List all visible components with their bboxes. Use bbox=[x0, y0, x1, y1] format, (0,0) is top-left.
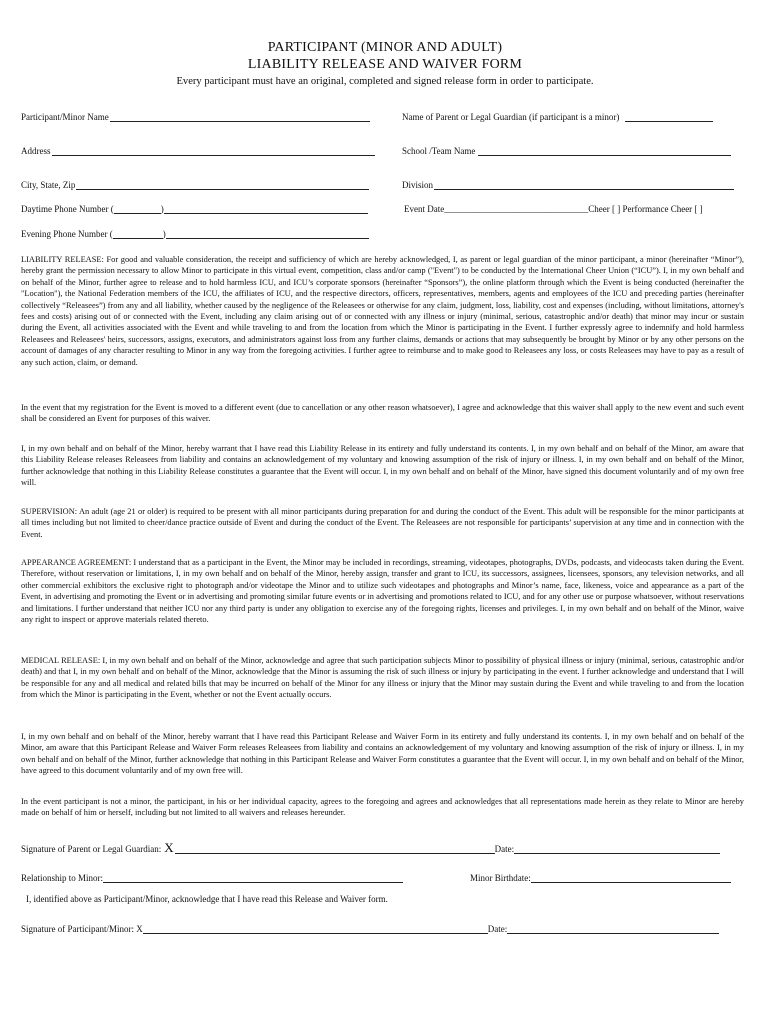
daytime-phone-line[interactable] bbox=[164, 204, 368, 214]
liability-release-paragraph: LIABILITY RELEASE: For good and valuable consideration, the receipt and sufficiency of which are hereby acknowledged, I, as parent or legal guardian of the minor participant, a minor (hereinafter “Minor”), hereby grant the permission necessary to allow Minor to participate in this virtual event, competition, class and/or camp ("Event") to be conducted by the International Cheer Union (“ICU”). I, in my own behalf and on behalf of the Minor, further agree to release and to hold harmless ICU, and ICU’s corporate sponsors (hereinafter “Sponsors”), the online platform through which the Event is being conducted (hereinafter the "Location"), the National Federation members of the ICU, the affiliates of ICU, and the respective directors, officers, representatives, members, agents and employees of the ICU and preceding parties (hereinafter collectively “Releasees”) from any and all liability, whether caused by the negligence of the Releasees or otherwise for any claim, judgment, loss, liability, cost and expenses (including, without limitations, attorney's fees and costs) arising out of or connected with the Event, including any claim arising out of or connected with any illness or injury (minimal, serious, catastrophic and/or death) that minor may incur or sustain during the Event, all activities associated with the Event and while traveling to and from the location from which the Minor is participating in the Event. I further expressly agree to indemnify and hold harmless Releasees and Releasees' heirs, successors, assigns, executors, and administrators against loss from any further claims, demands or actions that may subsequently be brought by Minor or by any other persons on the account of damages of any character resulting to Minor in any way from the foregoing activities. I further agree to reimburse and to make good to Releasees any loss, or costs Releasees may have to pay as a result of any such action, claim, or demand. bbox=[21, 255, 744, 367]
evening-phone-label: Evening Phone Number ( bbox=[21, 229, 113, 239]
school-team-field[interactable] bbox=[402, 144, 731, 156]
division-line[interactable] bbox=[434, 180, 734, 190]
city-state-zip-label: City, State, Zip bbox=[21, 180, 76, 190]
relationship-line[interactable] bbox=[103, 872, 403, 883]
event-moved-paragraph: In the event that my registration for the Event is moved to a different event (due to cancellation or any other reason whatsoever), I agree and acknowledge that this waiver shall apply to the new event and such event shall be considered an Event for purposes of this waiver. bbox=[21, 403, 744, 424]
signature-x-mark: X bbox=[164, 840, 174, 855]
parent-signature-field[interactable] bbox=[21, 840, 720, 854]
division-field[interactable] bbox=[402, 178, 734, 190]
minor-birthdate-line[interactable] bbox=[531, 872, 731, 883]
minor-birthdate-field[interactable] bbox=[470, 869, 731, 883]
minor-birthdate-label: Minor Birthdate: bbox=[470, 873, 531, 883]
appearance-agreement-paragraph: APPEARANCE AGREEMENT: I understand that as a participant in the Event, the Minor may be included in recordings, streaming, videotapes, photographs, DVDs, podcasts, and videocasts taken during the Event. Therefore, without reservation or limitations, I, in my own behalf and on behalf of the Minor, hereby assign, transfer and grant to ICU, its successors, assignees, licensees, sponsors, any television networks, and all other commercial exhibitors the exclusive right to photograph and/or videotape the Minor and to utilize such videotapes and photographs and Minor’s name, face, likeness, voice and appearance as a part of the Event, in advertising and promoting the Event or in advertising and promoting similar future events or in advertising and promotions related to ICU, and for any other use or purpose whatsoever, without reservations and limitations. I further understand that neither ICU nor any third party is under any obligation to exercise any of the foregoing rights, licenses and privileges. I, in my own behalf and on behalf of the Minor, waive any right to inspect or approve materials related thereto. bbox=[21, 558, 744, 625]
address-field[interactable] bbox=[21, 144, 375, 156]
date-2-label: Date: bbox=[487, 924, 508, 934]
date-2-line[interactable] bbox=[507, 923, 719, 934]
evening-phone-close: ) bbox=[162, 229, 166, 239]
daytime-phone-field[interactable] bbox=[21, 202, 368, 214]
school-team-label: School /Team Name bbox=[402, 146, 476, 156]
warranty-paragraph: I, in my own behalf and on behalf of the Minor, hereby warrant that I have read this Liability Release in its entirety and fully understand its contents. I, in my own behalf and on behalf of the Minor, am aware that this Liability Release releases Releasees from liability and contains an acknowledgement of my voluntary and knowing assumption of the risk of injury or illness. I, in my own behalf and on behalf of the Minor, further acknowledge that nothing in this Liability Release constitutes a guarantee that the Event will occur. I, in my own behalf and on behalf of the Minor, have signed this document voluntarily and of my own free will. bbox=[21, 444, 744, 488]
address-line[interactable] bbox=[52, 146, 375, 156]
relationship-field[interactable] bbox=[21, 869, 403, 883]
parent-signature-label: Signature of Parent or Legal Guardian: bbox=[21, 844, 162, 854]
city-state-zip-line[interactable] bbox=[76, 180, 369, 190]
parent-signature-line[interactable] bbox=[175, 843, 495, 854]
event-date-label: Event Date________________________________Cheer [ ] Performance Cheer [ ] bbox=[404, 204, 703, 214]
participant-signature-line[interactable] bbox=[143, 923, 488, 934]
form-subtitle: Every participant must have an original, completed and signed release form in order to participate. bbox=[176, 76, 594, 87]
form-title-line2: LIABILITY RELEASE AND WAIVER FORM bbox=[247, 57, 523, 72]
evening-phone-line[interactable] bbox=[166, 229, 369, 239]
participant-signature-label: Signature of Participant/Minor: X bbox=[21, 924, 143, 934]
daytime-phone-close: ) bbox=[160, 204, 164, 214]
date-line[interactable] bbox=[514, 843, 720, 854]
participant-name-field[interactable] bbox=[21, 110, 370, 122]
parent-name-label: Name of Parent or Legal Guardian (if participant is a minor) bbox=[402, 112, 620, 122]
supervision-paragraph: SUPERVISION: An adult (age 21 or older) is required to be present with all minor participants during preparation for and during the conduct of the Event. This adult will be responsible for the minor participants at all times including but not limited to cheer/dance practice outside of Event and during the conduct of the Event. The Releasees are not responsible for participants’ supervision at any time and in connection with the Event. bbox=[21, 507, 744, 539]
medical-release-paragraph: MEDICAL RELEASE: I, in my own behalf and on behalf of the Minor, acknowledge and agree that such participation subjects Minor to possibility of physical illness or injury (minimal, serious, catastrophic and/or death) and that I, in my own behalf and on behalf of the Minor, acknowledge that the Minor is assuming the risk of such illness or injury by participating in the event. I further acknowledge and understand that I will be responsible for any and all medical and related bills that may be incurred on behalf of the Minor for any illness or injury that the Minor may sustain during the Event and while traveling to and from the location from which the Minor is participating in the Event, whether or not the Event actually occurs. bbox=[21, 656, 744, 700]
participant-name-line[interactable] bbox=[110, 112, 370, 122]
address-label: Address bbox=[21, 146, 51, 156]
school-team-line[interactable] bbox=[478, 146, 731, 156]
daytime-phone-label: Daytime Phone Number ( bbox=[21, 204, 114, 214]
event-date-field[interactable] bbox=[404, 202, 703, 214]
participant-signature-field[interactable] bbox=[21, 920, 719, 934]
city-state-zip-field[interactable] bbox=[21, 178, 369, 190]
participant-name-label: Participant/Minor Name bbox=[21, 112, 109, 122]
relationship-label: Relationship to Minor: bbox=[21, 873, 103, 883]
daytime-phone-area-line[interactable] bbox=[114, 204, 161, 214]
date-label: Date: bbox=[494, 844, 515, 854]
warranty-2-paragraph: I, in my own behalf and on behalf of the Minor, hereby warrant that I have read this Participant Release and Waiver Form in its entirety and fully understand its contents. I, in my own behalf and on behalf of the Minor, am aware that this Participant Release and Waiver Form releases Releasees from liability and contains an acknowledgement of my voluntary and knowing assumption of the risk of injury or illness. I, in my own behalf and on behalf of the Minor, further acknowledge that nothing in this Participant Release and Waiver Form constitutes a guarantee that the Event will occur. I, in my own behalf and on behalf of the Minor, have agreed to this document voluntarily and of my own free will. bbox=[21, 732, 744, 776]
division-label: Division bbox=[402, 180, 434, 190]
parent-name-field[interactable] bbox=[402, 110, 713, 122]
evening-phone-field[interactable] bbox=[21, 227, 369, 239]
non-minor-paragraph: In the event participant is not a minor, the participant, in his or her individual capacity, agrees to the foregoing and agrees and acknowledges that all representations made herein as they relate to Minor are hereby made on behalf of him or herself, including but not limited to all waivers and releases hereunder. bbox=[21, 797, 744, 818]
form-title-line1: PARTICIPANT (MINOR AND ADULT) bbox=[267, 40, 503, 55]
parent-name-line[interactable] bbox=[625, 112, 713, 122]
evening-phone-area-line[interactable] bbox=[113, 229, 163, 239]
participant-acknowledgement: I, identified above as Participant/Minor, acknowledge that I have read this Release and Waiver form. bbox=[26, 894, 388, 904]
